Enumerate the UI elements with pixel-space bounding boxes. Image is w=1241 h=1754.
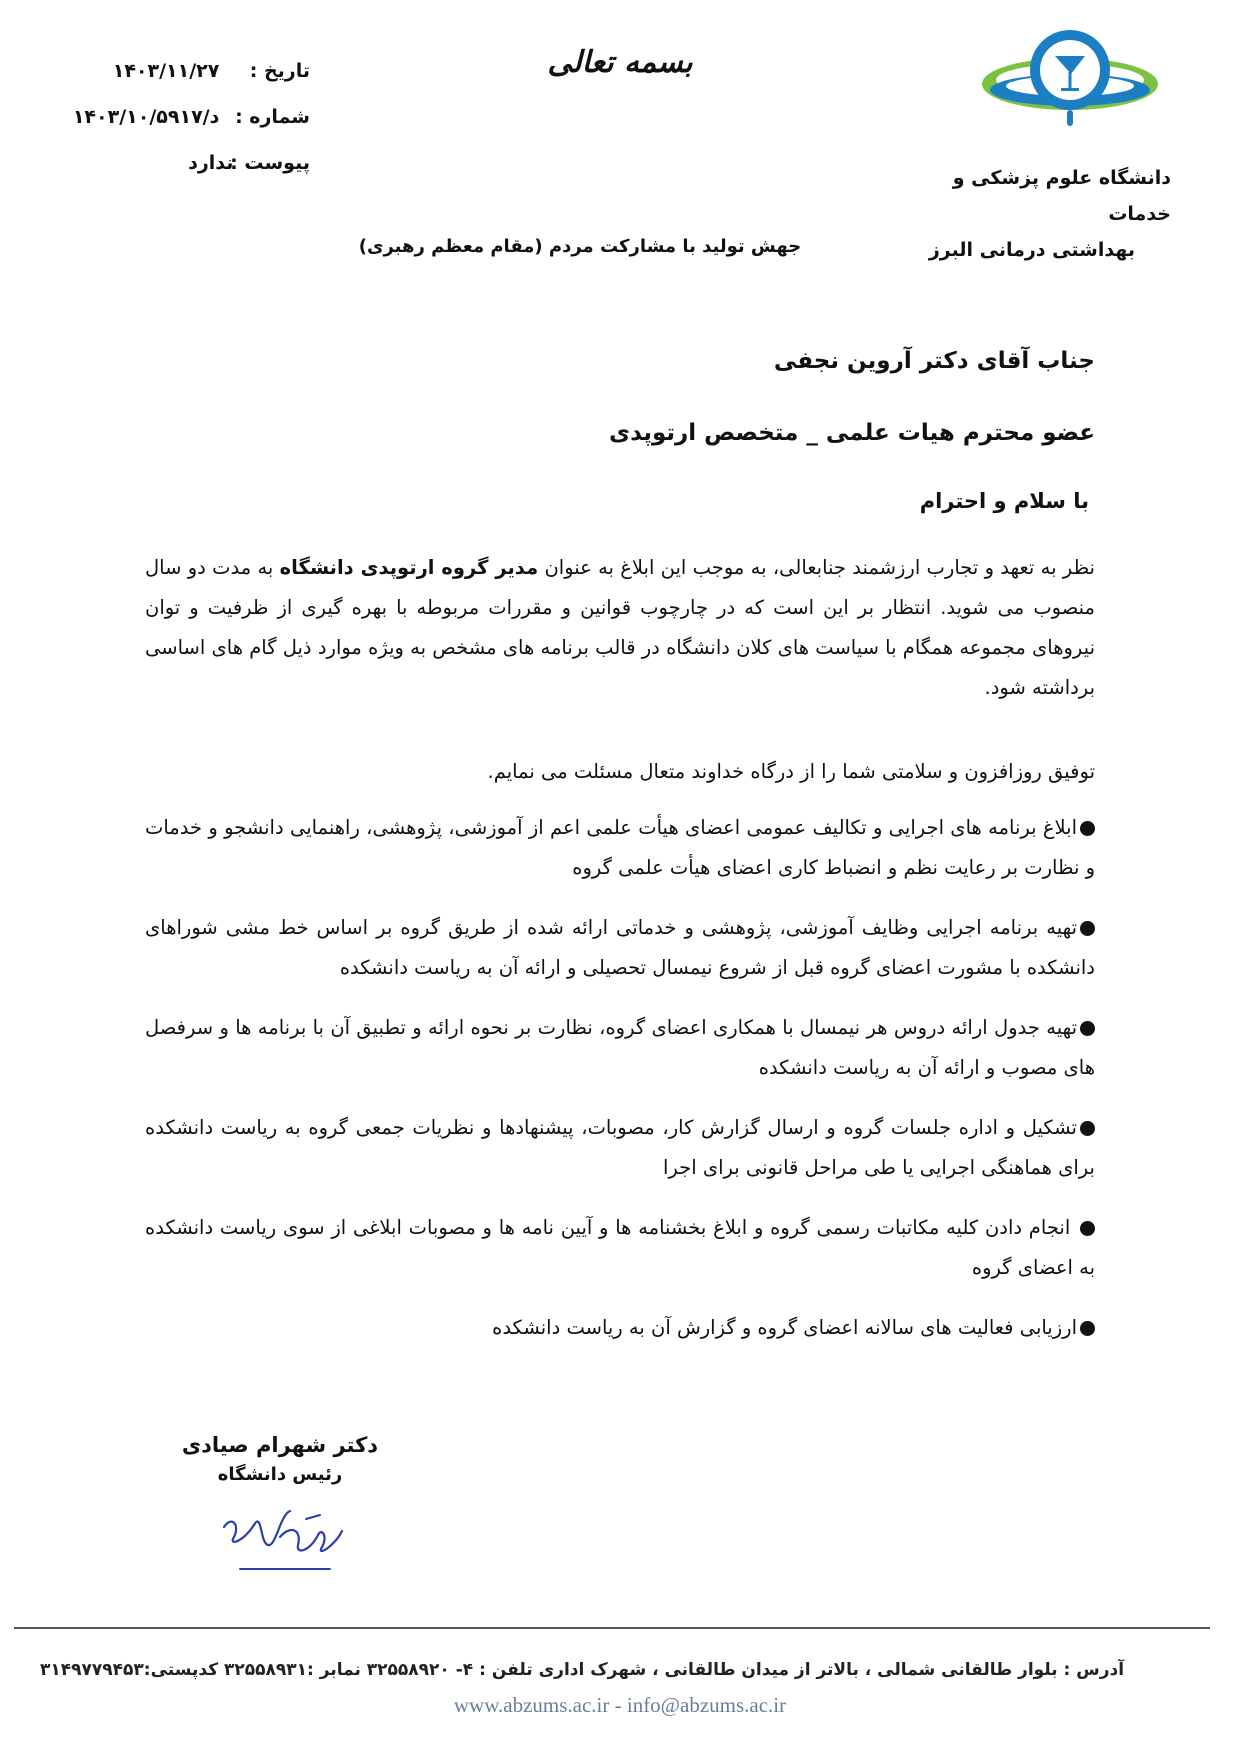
university-name-line1: دانشگاه علوم پزشکی و خدمات [952,167,1171,225]
duties-list [145,808,1095,1368]
slogan: جهش تولید با مشارکت مردم (مقام معظم رهبری) [358,236,802,257]
paragraph-wishes: توفیق روزافزون و سلامتی شما را از درگاه خداوند متعال مسئلت می نمایم. [487,760,1095,783]
basmala-text: بسمه تعالی [547,45,693,80]
list-item [145,908,1095,988]
list-item [145,1008,1095,1088]
bullet-icon [1080,1221,1095,1236]
signer-name: دکتر شهرام صیادی [181,1433,379,1457]
list-item-text: ابلاغ برنامه های اجرایی و تکالیف عمومی اعضای هیأت علمی اعم از آموزشی، پژوهشی، راهنمایی دانشجو و خدمات و نظارت بر رعایت نظم و انضباط کاری اعضای هیأت علمی گروه [145,816,1095,879]
list-item-text: تشکیل و اداره جلسات گروه و ارسال گزارش کار، مصوبات، پیشنهادها و نظریات جمعی گروه به ریاست دانشکده برای هماهنگی اجرایی یا طی مراحل قانونی برای اجرا [145,1116,1095,1179]
bullet-icon [1080,1321,1095,1336]
paragraph-appointment-part2: به مدت دو سال منصوب می شوید. انتظار بر این است که در چارچوب قوانین و مقررات مربوطه با بهره گیری از ظرفیت و توان نیروهای مجموعه همگام با سیاست های کلان دانشگاه در قالب برنامه های مشخص به ویژه موارد ذیل گام های اساسی برداشته شود. [145,556,1095,699]
list-item [145,1108,1095,1188]
university-name [911,160,1171,268]
basmala [545,38,695,88]
date-label: تاریخ : [249,60,310,82]
footer-address: آدرس : بلوار طالقانی شمالی ، بالاتر از میدان طالقانی ، شهرک اداری تلفن : ۴- ۳۲۵۵۸۹۲۰ نمابر :۳۲۵۵۸۹۳۱ کدپستی:۳۱۴۹۷۷۹۴۵۳ [40,1660,1125,1680]
footer-web-contact: www.abzums.ac.ir - info@abzums.ac.ir [453,1693,787,1717]
addressee-position: عضو محترم هیات علمی _ متخصص ارتوپدی [608,420,1095,446]
university-logo [975,22,1165,147]
bullet-icon [1080,1021,1095,1036]
number-row [73,106,310,128]
list-item [145,1308,1095,1348]
number-label: شماره : [235,106,310,128]
paragraph-appointment-part1: نظر به تعهد و تجارب ارزشمند جنابعالی، به موجب این ابلاغ به عنوان [544,556,1095,579]
list-item [145,808,1095,888]
attachment-label: پیوست : [230,152,310,174]
bullet-icon [1080,821,1095,836]
footer-divider [14,1627,1210,1629]
handwritten-signature [210,1485,360,1575]
list-item-text: انجام دادن کلیه مکاتبات رسمی گروه و ابلاغ بخشنامه ها و آیین نامه ها و مصوبات ابلاغی از سوی ریاست دانشکده به اعضای گروه [145,1216,1095,1279]
list-item-text: تهیه برنامه اجرایی وظایف آموزشی، پژوهشی و خدماتی ارائه شده از طریق گروه بر اساس خط مشی شوراهای دانشکده با مشورت اعضای گروه قبل از شروع نیمسال تحصیلی و ارائه آن به ریاست دانشکده [145,916,1095,979]
date-value: ۱۴۰۳/۱۱/۲۷ [112,60,220,82]
appointment-role: مدیر گروه ارتوپدی دانشگاه [279,556,539,579]
list-item-text: ارزیابی فعالیت های سالانه اعضای گروه و گزارش آن به ریاست دانشکده [492,1316,1077,1339]
signer-block [180,1430,380,1490]
list-item [145,1208,1095,1288]
addressee: جناب آقای دکتر آروین نجفی [773,348,1095,374]
bullet-icon [1080,1121,1095,1136]
list-item-text: تهیه جدول ارائه دروس هر نیمسال با همکاری اعضای گروه، نظارت بر نحوه ارائه و تطبیق آن با برنامه ها و سرفصل های مصوب و ارائه آن به ریاست دانشکده [145,1016,1095,1079]
greeting: با سلام و احترام [919,489,1089,513]
number-value: ۱۴۰۳/د/۱۰/۵۹۱۷ [72,106,220,128]
attachment-row [188,152,310,174]
attachment-value: ندارد [188,152,234,174]
paragraph-appointment [145,548,1095,708]
signer-title: رئیس دانشگاه [217,1464,343,1485]
date-row [113,60,310,82]
university-name-line2: بهداشتی درمانی البرز [928,239,1135,261]
bullet-icon [1080,921,1095,936]
